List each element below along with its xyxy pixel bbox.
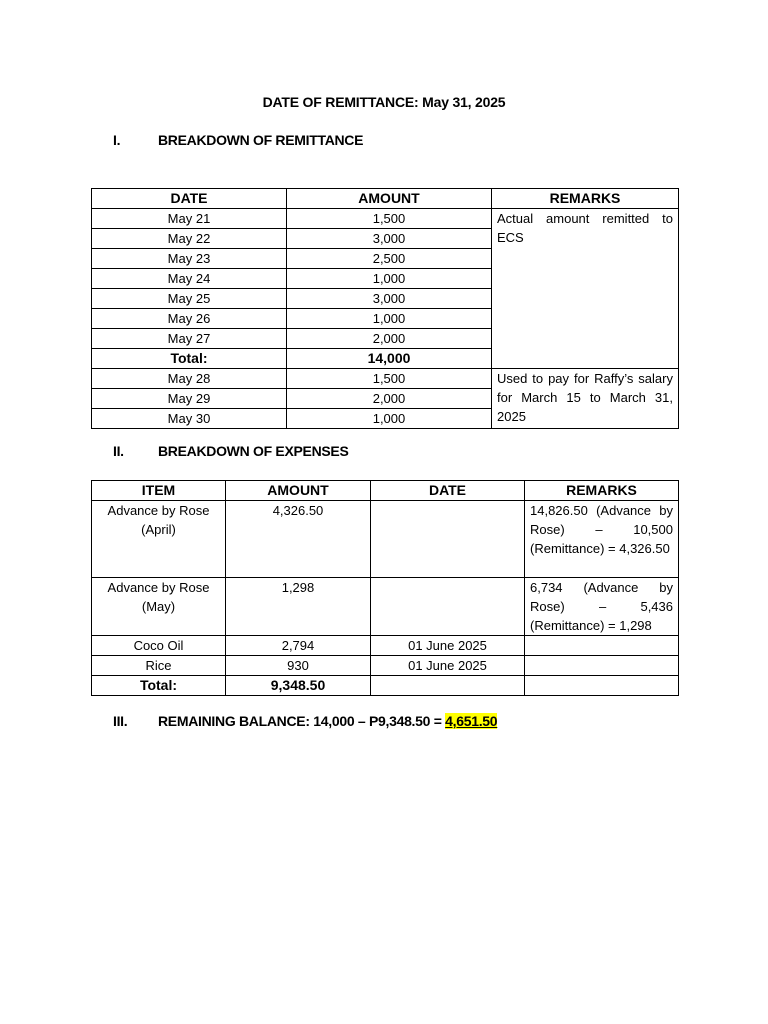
amount-cell: 1,000 — [287, 269, 492, 289]
section-1-label: BREAKDOWN OF REMITTANCE — [158, 132, 364, 148]
section-2-heading — [113, 443, 349, 459]
item-cell: Coco Oil — [92, 636, 226, 656]
amount-cell: 1,000 — [287, 309, 492, 329]
amount-cell: 2,000 — [287, 389, 492, 409]
date-cell: May 23 — [92, 249, 287, 269]
remarks-cell — [525, 656, 679, 676]
total-label: Total: — [92, 349, 287, 369]
remarks-cell — [525, 636, 679, 656]
table-row — [92, 501, 679, 578]
amount-cell: 4,326.50 — [226, 501, 371, 578]
document-title: DATE OF REMITTANCE: May 31, 2025 — [262, 94, 506, 110]
item-cell: Advance by Rose (April) — [92, 501, 226, 578]
amount-cell: 3,000 — [287, 289, 492, 309]
date-cell: 01 June 2025 — [371, 636, 525, 656]
remarks-cell: Actual amount remitted to ECS — [492, 209, 679, 369]
table-header-row — [92, 189, 679, 209]
date-cell: May 26 — [92, 309, 287, 329]
column-header-date: DATE — [92, 189, 287, 209]
date-cell: May 25 — [92, 289, 287, 309]
section-2-label: BREAKDOWN OF EXPENSES — [158, 443, 349, 459]
date-cell — [371, 578, 525, 636]
amount-cell: 2,500 — [287, 249, 492, 269]
section-2-number: II. — [113, 443, 124, 459]
column-header-date: DATE — [371, 481, 525, 501]
amount-cell: 1,500 — [287, 369, 492, 389]
empty-cell — [525, 676, 679, 696]
table-row — [92, 209, 679, 229]
item-cell: Advance by Rose (May) — [92, 578, 226, 636]
date-cell: 01 June 2025 — [371, 656, 525, 676]
date-cell: May 28 — [92, 369, 287, 389]
date-cell: May 24 — [92, 269, 287, 289]
expenses-table — [91, 480, 679, 696]
amount-cell: 1,298 — [226, 578, 371, 636]
item-cell: Rice — [92, 656, 226, 676]
total-value: 14,000 — [287, 349, 492, 369]
section-3-label: REMAINING BALANCE: 14,000 – P9,348.50 = — [158, 713, 446, 729]
total-value: 9,348.50 — [226, 676, 371, 696]
table-row — [92, 578, 679, 636]
date-cell: May 21 — [92, 209, 287, 229]
remaining-balance-value: 4,651.50 — [445, 713, 498, 729]
date-cell — [371, 501, 525, 578]
amount-cell: 2,794 — [226, 636, 371, 656]
table-row — [92, 656, 679, 676]
date-cell: May 22 — [92, 229, 287, 249]
remittance-table — [91, 188, 679, 429]
amount-cell: 3,000 — [287, 229, 492, 249]
remarks-cell: 6,734 (Advance by Rose) – 5,436 (Remittance) = 1,298 — [525, 578, 679, 636]
total-row — [92, 676, 679, 696]
column-header-item: ITEM — [92, 481, 226, 501]
remarks-cell: Used to pay for Raffy’s salary for March 15 to March 31, 2025 — [492, 369, 679, 429]
column-header-remarks: REMARKS — [525, 481, 679, 501]
date-cell: May 27 — [92, 329, 287, 349]
section-1-heading — [113, 132, 363, 148]
table-row — [92, 369, 679, 389]
section-1-number: I. — [113, 132, 121, 148]
section-3-number: III. — [113, 713, 128, 729]
column-header-amount: AMOUNT — [287, 189, 492, 209]
table-header-row — [92, 481, 679, 501]
total-label: Total: — [92, 676, 226, 696]
column-header-amount: AMOUNT — [226, 481, 371, 501]
section-3-heading — [113, 713, 497, 729]
column-header-remarks: REMARKS — [492, 189, 679, 209]
amount-cell: 1,500 — [287, 209, 492, 229]
empty-cell — [371, 676, 525, 696]
amount-cell: 1,000 — [287, 409, 492, 429]
date-cell: May 29 — [92, 389, 287, 409]
date-cell: May 30 — [92, 409, 287, 429]
remarks-cell: 14,826.50 (Advance by Rose) – 10,500 (Remittance) = 4,326.50 — [525, 501, 679, 578]
amount-cell: 2,000 — [287, 329, 492, 349]
table-row — [92, 636, 679, 656]
amount-cell: 930 — [226, 656, 371, 676]
